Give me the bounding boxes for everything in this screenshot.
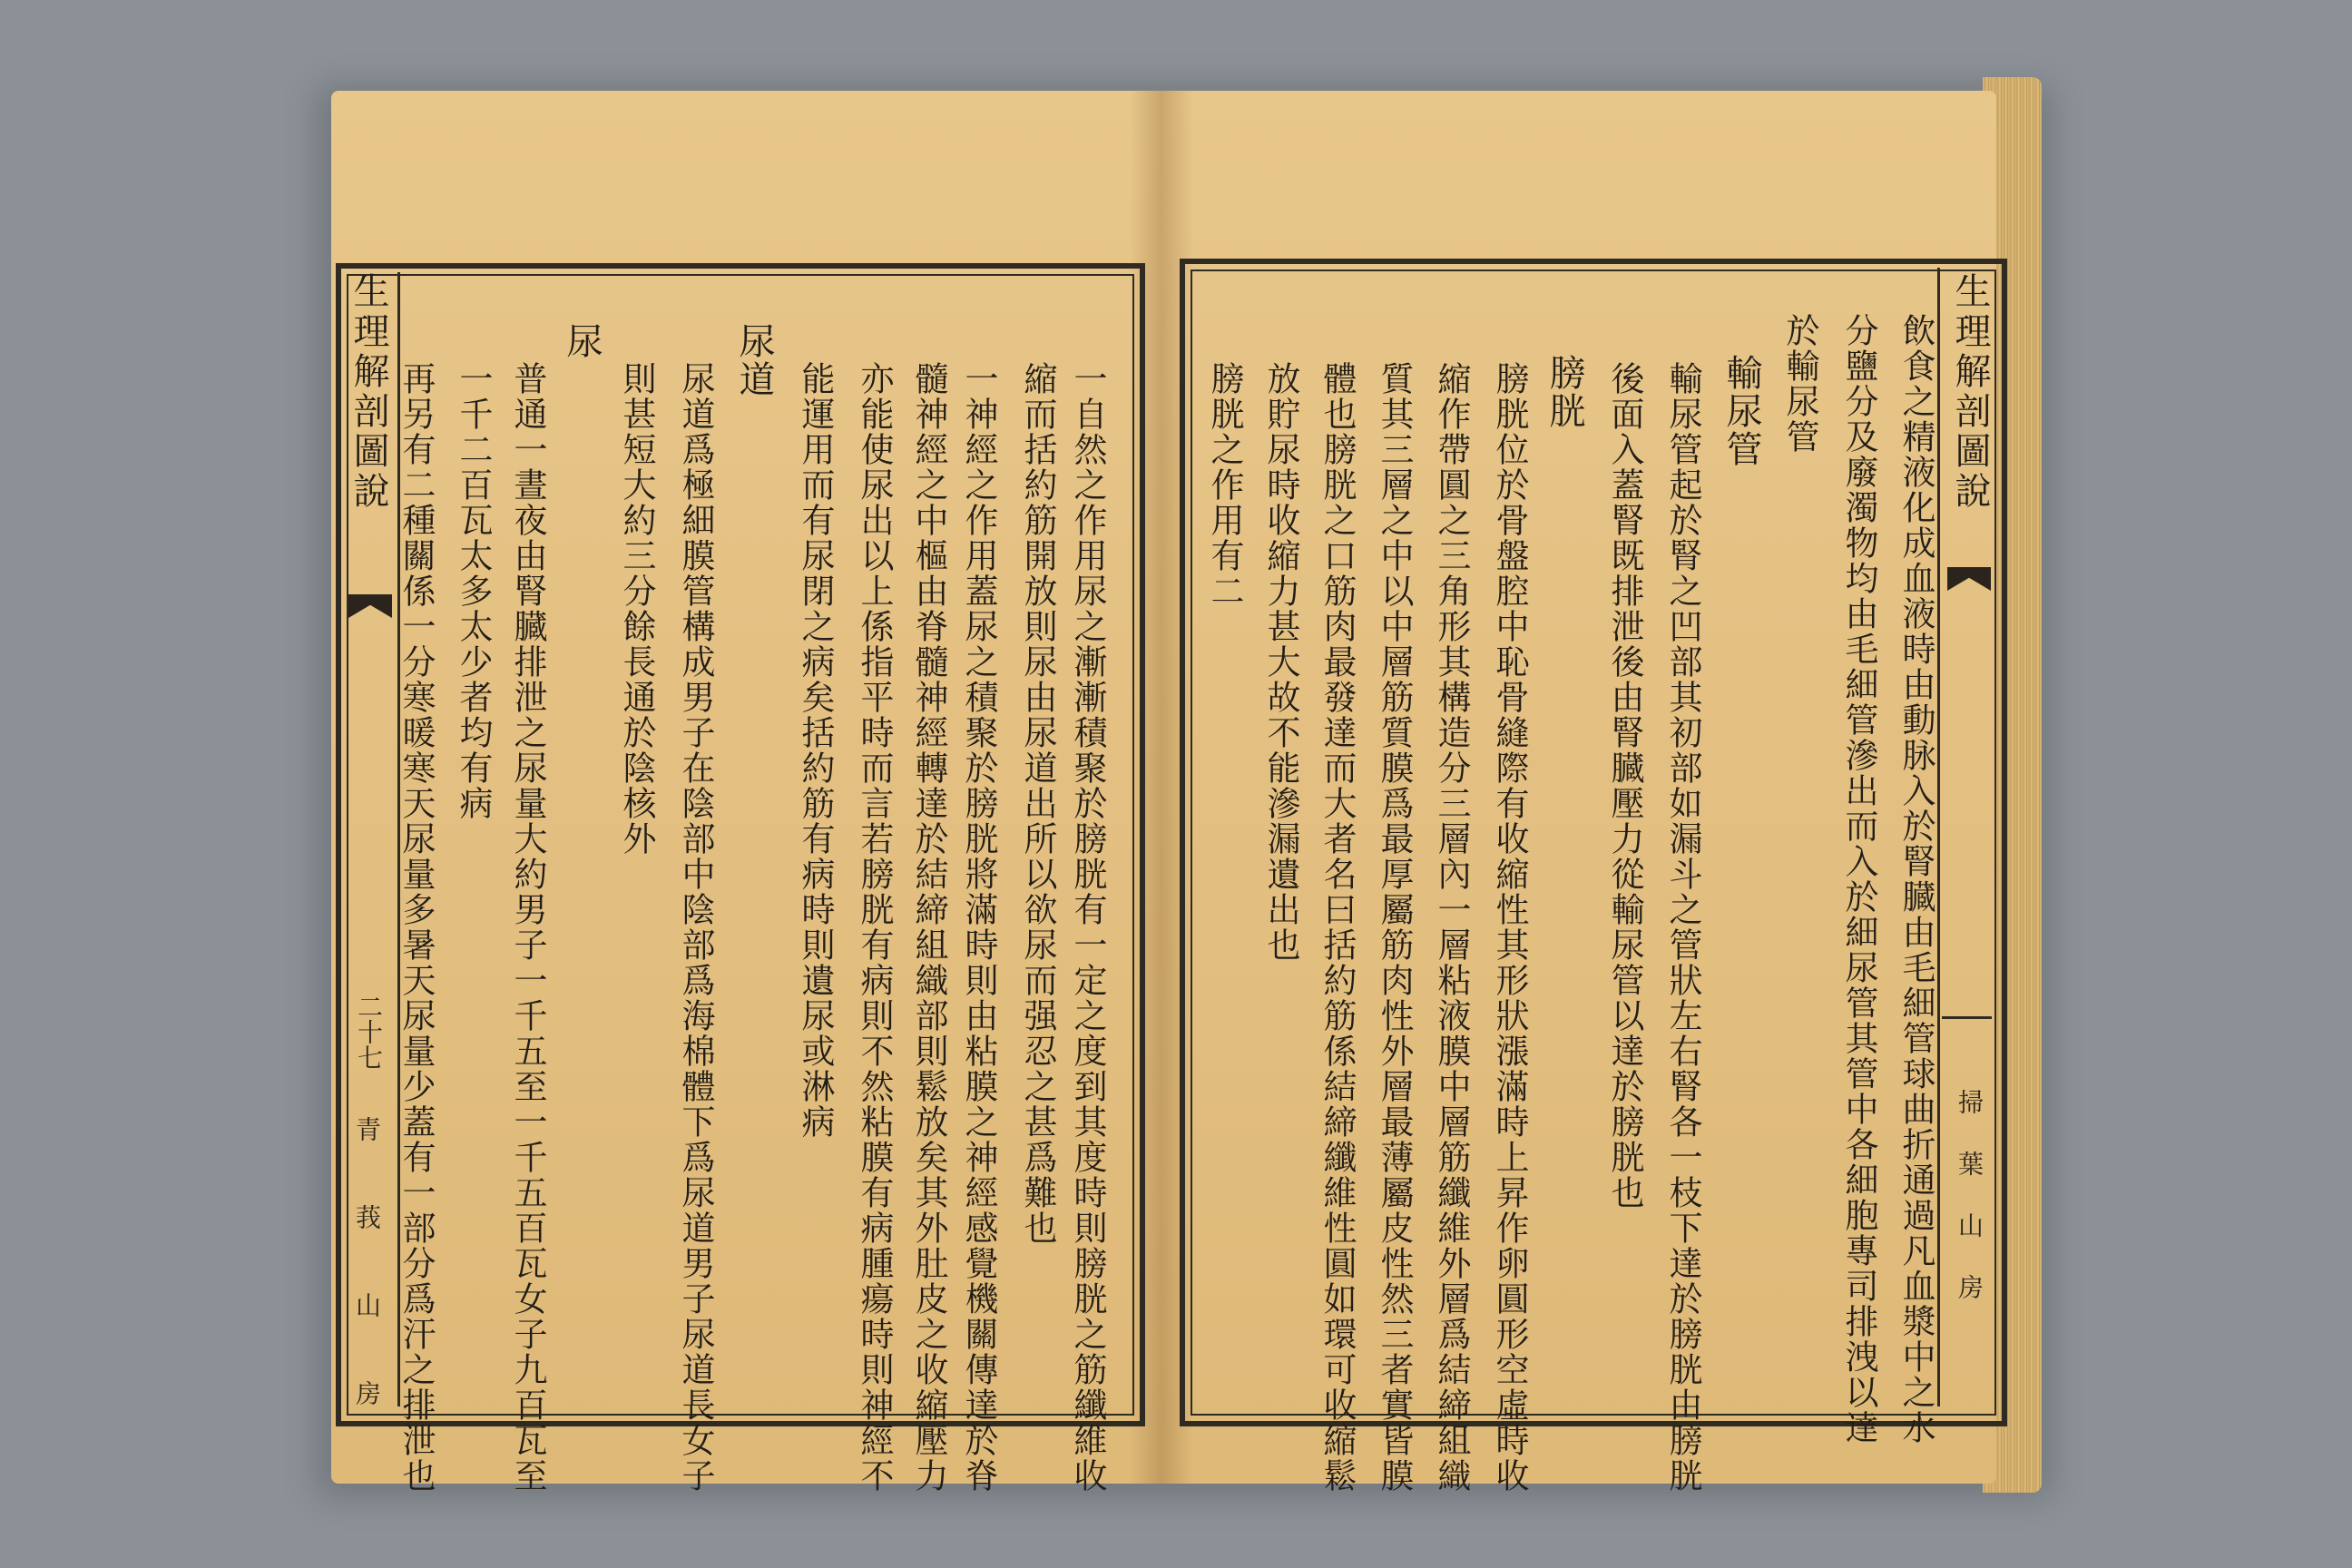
right-hanxin-title: 生理解剖圖說 xyxy=(1949,272,1991,512)
left-col-2: 縮而括約筋開放則尿由尿道出所以欲尿而强忍之甚爲難也 xyxy=(1018,361,1057,1246)
left-heading-urine: 尿 xyxy=(561,322,603,360)
left-col-12: 一千二百瓦太多太少者均有病 xyxy=(454,361,493,821)
left-folio-number: 二十七 xyxy=(354,994,384,1070)
right-col-2: 分鹽分及廢濁物均由毛細管滲出而入於細尿管其管中各細胞專司排洩以達 xyxy=(1839,313,1878,1446)
right-hanxin-divider xyxy=(1942,1016,1992,1019)
right-heading-bladder: 膀胱 xyxy=(1544,354,1585,430)
left-hanxin-title: 生理解剖圖說 xyxy=(348,272,389,512)
right-heading-ureter: 輸尿管 xyxy=(1720,354,1762,468)
right-col-11: 體也膀胱之口筋肉最發達而大者名曰括約筋係結締纖維性圓如環可收縮鬆 xyxy=(1318,361,1357,1494)
left-heading-urethra: 尿道 xyxy=(733,322,775,398)
left-col-5: 亦能使尿出以上係指平時而言若膀胱有病則不然粘膜有病腫瘍時則神經不 xyxy=(855,361,894,1494)
right-col-3: 於輸尿管 xyxy=(1780,313,1819,455)
right-col-6: 後面入蓋腎既排泄後由腎臓壓力從輸尿管以達於膀胱也 xyxy=(1605,361,1644,1210)
left-col-1: 一自然之作用尿之漸漸積聚於膀胱有一定之度到其度時則膀胱之筋纖維收 xyxy=(1068,361,1107,1494)
left-col-9: 則甚短大約三分餘長通於陰核外 xyxy=(617,361,656,857)
right-col-8: 膀胱位於骨盤腔中恥骨縫際有收縮性其形狀漲滿時上昇作卵圓形空虛時收 xyxy=(1490,361,1529,1494)
right-col-9: 縮作帶圓之三角形其構造分三層內一層粘液膜中層筋纖維外層爲結締組織 xyxy=(1432,361,1471,1494)
right-folio-publisher: 掃葉山房 xyxy=(1955,1089,1984,1336)
left-col-6: 能運用而有尿閉之病矣括約筋有病時則遺尿或淋病 xyxy=(796,361,835,1140)
right-col-10: 質其三層之中以中層筋質膜爲最厚屬筋肉性外層最薄屬皮性然三者實皆膜 xyxy=(1375,361,1414,1494)
left-col-11: 普通一晝夜由腎臓排泄之尿量大約男子一千五至一千五百瓦女子九百瓦至 xyxy=(508,361,547,1494)
right-col-13: 膀胱之作用有二 xyxy=(1205,361,1244,609)
left-col-4: 髓神經之中樞由脊髓神經轉達於結締組織部則鬆放矣其外肚皮之收縮壓力 xyxy=(909,361,948,1494)
left-col-13: 再另有二種關係一分寒暖寒天尿量多暑天尿量少蓋有一部分爲汗之排泄也 xyxy=(397,361,436,1494)
left-folio-publisher: 青 莪 山 房 xyxy=(352,1116,382,1422)
left-col-3: 一神經之作用蓋尿之積聚於膀胱將滿時則由粘膜之神經感覺機關傳達於脊 xyxy=(959,361,998,1494)
left-col-8: 尿道爲極細膜管構成男子在陰部中陰部爲海棉體下爲尿道男子尿道長女子 xyxy=(676,361,715,1494)
right-col-5: 輸尿管起於腎之凹部其初部如漏斗之管狀左右腎各一枝下達於膀胱由膀胱 xyxy=(1663,361,1702,1494)
right-col-12: 放貯尿時收縮力甚大故不能滲漏遺出也 xyxy=(1261,361,1300,963)
right-col-1: 飲食之精液化成血液時由動脉入於腎臓由毛細管球曲折通過凡血漿中之水 xyxy=(1896,313,1936,1446)
